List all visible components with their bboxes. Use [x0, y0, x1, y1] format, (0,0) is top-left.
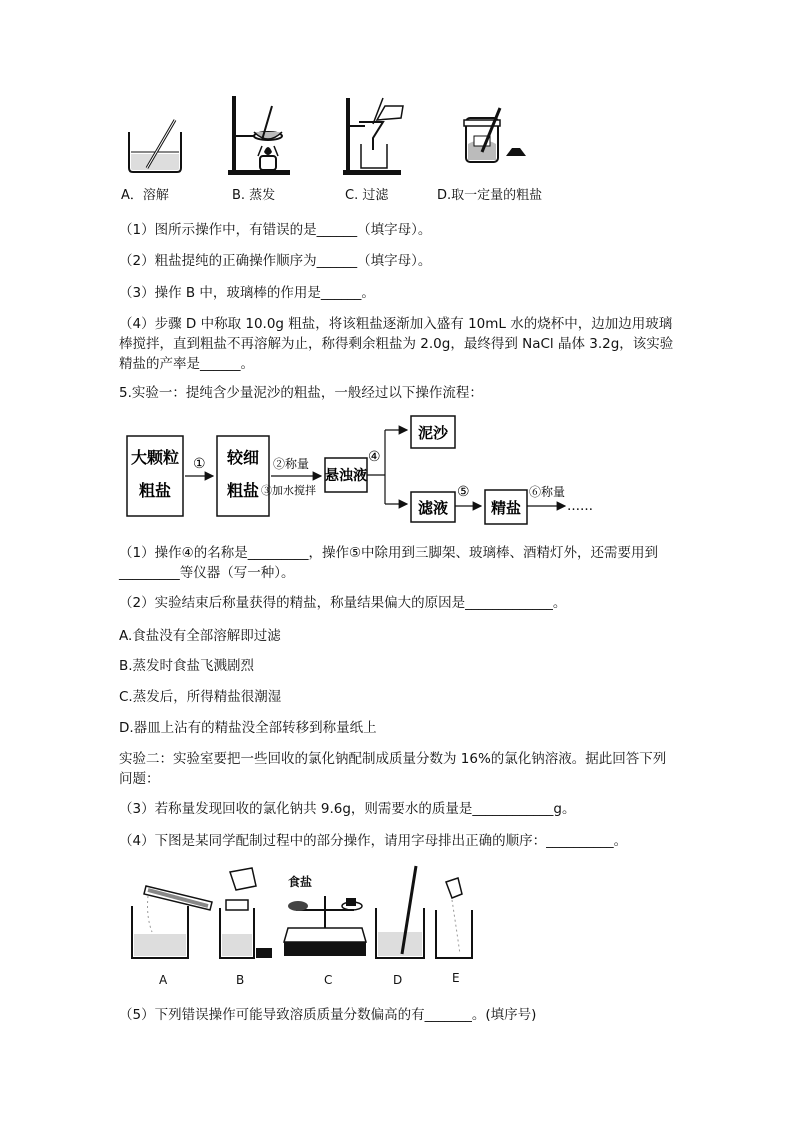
balance-illustration	[282, 888, 368, 960]
flow-box1-line1: 大颗粒	[130, 448, 180, 467]
q5-intro: 5.实验一：提纯含少量泥沙的粗盐，一般经过以下操作流程：	[119, 385, 483, 401]
stirring-beaker-illustration	[372, 866, 432, 962]
q5-part1: （1）操作④的名称是_________，操作⑤中除用到三脚架、玻璃棒、酒精灯外，还需要用到_________等仪器（写一种）。	[119, 545, 659, 581]
caption-c: C. 过滤	[345, 188, 389, 203]
flow-step3: ③加水搅拌	[261, 484, 316, 497]
flow-box5: 滤液	[417, 499, 449, 517]
flow-box3: 悬浊液	[325, 468, 367, 484]
flow-step6: ⑥称量	[529, 485, 566, 499]
option-b: B.蒸发时食盐飞溅剧烈	[119, 658, 255, 674]
flow-step2: ②称量	[273, 457, 310, 471]
salt-transfer-illustration	[216, 866, 276, 962]
figure-label-b: B	[236, 973, 245, 987]
question-1: （1）图所示操作中，有错误的是______（填字母）。	[119, 222, 432, 238]
figure-label-a: A	[159, 973, 168, 987]
flow-dots: ……	[567, 499, 593, 514]
figure-label-d: D	[393, 973, 403, 987]
filtration-illustration	[343, 98, 409, 176]
option-a: A.食盐没有全部溶解即过滤	[119, 628, 281, 644]
flow-step5: ⑤	[457, 484, 470, 500]
q5-part3: （3）若称量发现回收的氯化钠共 9.6g，则需要水的质量是____________g。	[119, 801, 576, 817]
filling-beaker-illustration	[432, 876, 482, 962]
caption-a: A．溶解	[121, 188, 169, 203]
flow-step4: ④	[368, 449, 381, 465]
caption-d: D.取一定量的粗盐	[437, 188, 543, 203]
flow-box6: 精盐	[490, 499, 522, 517]
figure-label-c: C	[324, 973, 333, 987]
q5-part2: （2）实验结束后称量获得的精盐，称量结果偏大的原因是_____________。	[119, 595, 567, 611]
question-4: （4）步骤 D 中称取 10.0g 粗盐，将该粗盐逐渐加入盛有 10mL 水的烧杯中，边加边用玻璃棒搅拌，直到粗盐不再溶解为止，称得剩余粗盐为 2.0g，最终得到 NaCl 晶体 3.2g，该实验精盐的产率是______。	[119, 316, 674, 372]
flow-box2-line2: 粗盐	[226, 481, 260, 500]
salt-label: 食盐	[288, 875, 313, 889]
question-2: （2）粗盐提纯的正确操作顺序为______（填字母）。	[119, 253, 432, 269]
question-3: （3）操作 B 中，玻璃棒的作用是______。	[119, 285, 375, 301]
q5-part4: （4）下图是某同学配制过程中的部分操作，请用字母排出正确的顺序：__________。	[119, 833, 628, 849]
salt-jar-illustration	[460, 108, 530, 166]
pour-water-illustration	[128, 876, 214, 962]
flow-step1: ①	[193, 456, 206, 472]
dissolve-beaker-illustration	[125, 118, 185, 174]
evaporation-illustration	[228, 96, 290, 176]
flow-box4: 泥沙	[417, 424, 449, 442]
figure-label-e: E	[452, 971, 460, 985]
caption-b: B. 蒸发	[232, 188, 276, 203]
q5-part5: （5）下列错误操作可能导致溶质质量分数偏高的有_______。(填序号)	[119, 1007, 537, 1023]
experiment-two-intro: 实验二：实验室要把一些回收的氯化钠配制成质量分数为 16%的氯化钠溶液。据此回答下列问题：	[119, 751, 667, 787]
flow-box1-line2: 粗盐	[138, 481, 172, 500]
option-c: C.蒸发后，所得精盐很潮湿	[119, 689, 282, 705]
option-d: D.器皿上沾有的精盐没全部转移到称量纸上	[119, 720, 377, 736]
flowchart	[125, 416, 595, 526]
flow-box2-line1: 较细	[226, 448, 260, 467]
